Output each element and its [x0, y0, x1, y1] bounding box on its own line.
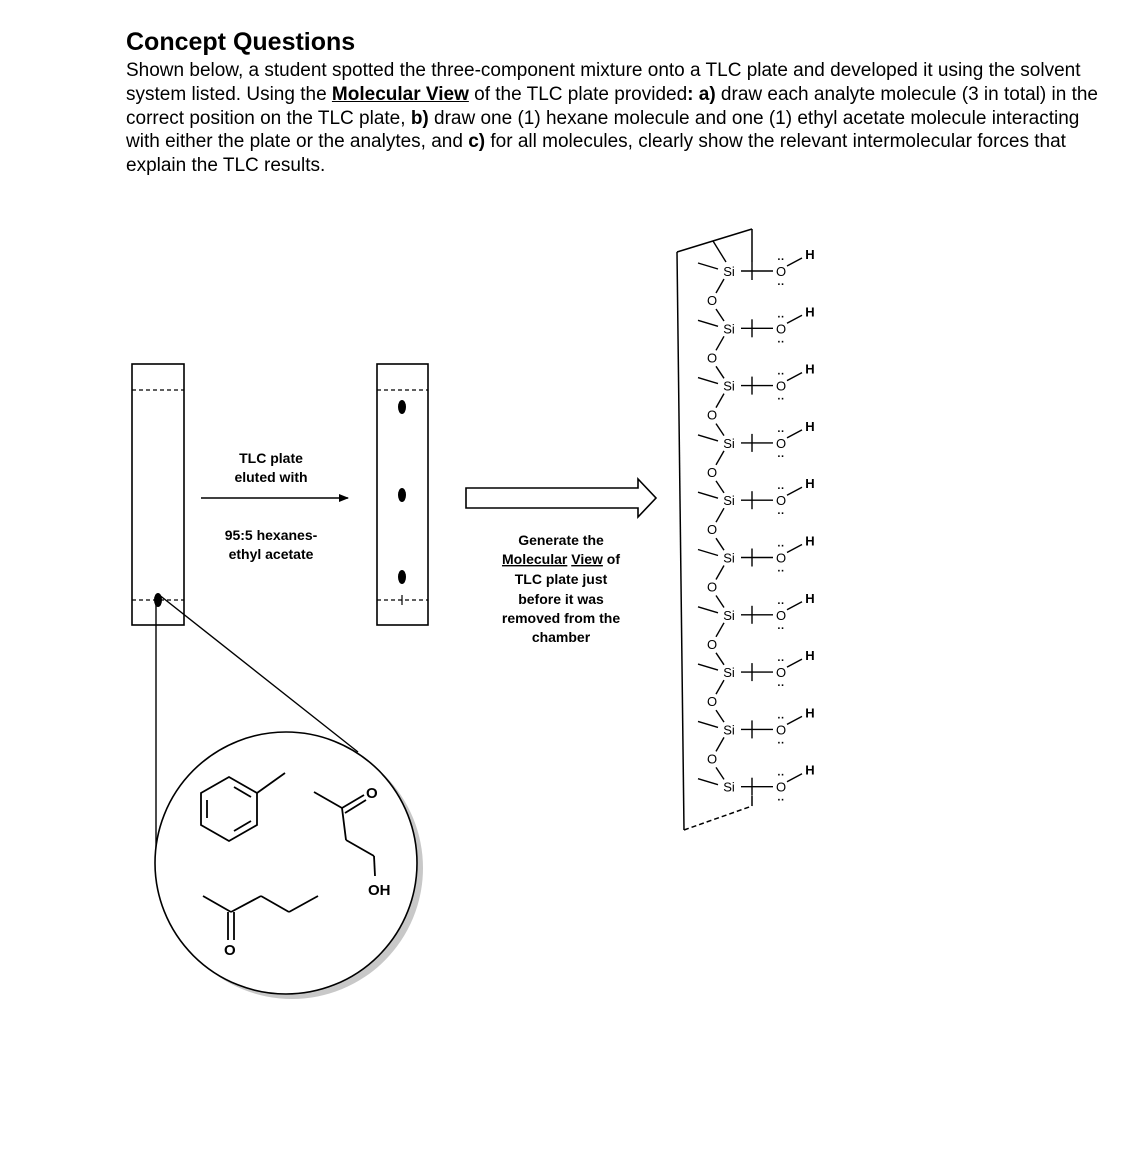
instructions-intro: Shown below, a student spotted the three-component mixture onto a TLC plate and developed it using the solvent system listed. Using the — [126, 60, 1081, 105]
silicon-atom: Si — [723, 550, 735, 566]
lone-pair-bottom: ·· — [777, 680, 785, 693]
lone-pair-bottom: ·· — [777, 565, 785, 578]
o-si-bridge-bond — [716, 538, 724, 550]
hydrogen-atom: H — [805, 533, 815, 549]
si-o-bridge-bond — [716, 623, 724, 637]
mixture-spot — [154, 593, 162, 607]
o-si-bridge-bond — [716, 596, 724, 608]
silicon-atom: Si — [723, 435, 735, 451]
lone-pair-top: ·· — [777, 483, 785, 496]
zoom-callout — [155, 594, 423, 999]
lone-pair-top: ·· — [777, 311, 785, 324]
hydroxyl-oxygen: O — [775, 665, 787, 681]
si-stub-bond — [698, 550, 718, 556]
lone-pair-bottom: ·· — [777, 336, 785, 349]
solvent-label-line2: ethyl acetate — [228, 546, 314, 562]
o-si-bridge-bond — [716, 710, 724, 722]
lone-pair-bottom: ·· — [777, 794, 785, 807]
part-a-label: : a) — [687, 83, 716, 105]
silicon-atom: Si — [723, 607, 735, 623]
si-o-bridge-bond — [716, 336, 724, 350]
molecular-view-term: Molecular View — [331, 83, 469, 105]
o-si-bridge-bond — [716, 309, 724, 321]
lone-pair-bottom: ·· — [777, 393, 785, 406]
silicon-atom: Si — [723, 378, 735, 394]
hydroxyl-oxygen: O — [775, 722, 787, 738]
generate-line5: removed from the — [501, 610, 621, 626]
silica-surface — [698, 241, 815, 807]
o-h-bond — [787, 258, 802, 266]
generate-molecular: Molecular — [501, 551, 568, 567]
instructions-part-a: draw each analyte molecule (3 in total) in the correct position on the TLC plate, — [126, 83, 1098, 129]
spot-high — [398, 400, 406, 414]
si-o-bridge-bond — [716, 279, 724, 293]
lone-pair-bottom: ·· — [777, 450, 785, 463]
arrow-label-line2: eluted with — [234, 469, 308, 485]
o-h-bond — [787, 774, 802, 782]
silicon-atom: Si — [723, 779, 735, 795]
si-stub-bond — [698, 664, 718, 670]
hydroxyl-oxygen: O — [775, 779, 787, 795]
si-o-bridge-bond — [716, 451, 724, 465]
hydrogen-atom: H — [805, 418, 815, 434]
lone-pair-bottom: ·· — [777, 508, 785, 521]
o-si-bridge-bond — [716, 366, 724, 378]
instructions-part-a-intro: of the TLC plate provided — [468, 83, 688, 105]
spot-low — [398, 570, 406, 584]
generate-line6: chamber — [531, 629, 591, 645]
generate-line1: Generate the — [518, 532, 604, 548]
hydroxyl-oxygen: O — [775, 264, 787, 279]
hydrogen-atom: H — [805, 762, 815, 778]
o-h-bond — [787, 315, 802, 323]
bridging-oxygen: O — [706, 751, 718, 767]
lone-pair-top: ·· — [777, 655, 785, 668]
hydrogen-atom: H — [805, 247, 815, 262]
o-si-bridge-bond — [716, 481, 724, 493]
bridging-oxygen: O — [706, 522, 718, 538]
generate-label — [502, 532, 620, 645]
silicon-atom: Si — [723, 321, 735, 337]
silicon-atom: Si — [723, 722, 735, 738]
tlc-plate-before — [132, 364, 184, 625]
hydrogen-atom: H — [805, 648, 815, 664]
o-h-bond — [787, 545, 802, 553]
generate-line4: before it was — [518, 591, 604, 607]
bridging-oxygen: O — [706, 407, 718, 423]
bridging-oxygen: O — [706, 579, 718, 595]
lone-pair-top: ·· — [777, 712, 785, 725]
lone-pair-top: ·· — [777, 597, 785, 610]
part-b-label: b) — [410, 107, 429, 129]
hydroxyl-oxygen: O — [775, 378, 787, 394]
o-h-bond — [787, 659, 802, 667]
si-o-bridge-bond — [716, 394, 724, 408]
silicon-atom: Si — [723, 264, 735, 279]
bridging-oxygen: O — [706, 293, 718, 308]
arrow-label-line1: TLC plate — [239, 450, 303, 466]
generate-of: of — [606, 551, 621, 567]
o-h-bond — [787, 602, 802, 610]
si-stub-bond — [698, 779, 718, 785]
si-stub-bond — [698, 320, 718, 326]
spot-middle — [398, 488, 406, 502]
lone-pair-bottom: ·· — [777, 279, 785, 291]
instructions-part-b: draw one (1) hexane molecule and one (1) ethyl acetate molecule interacting with either the plate or the analytes, and — [126, 107, 1080, 153]
lone-pair-top: ·· — [777, 769, 785, 782]
ketone-oxygen-label: O — [224, 942, 236, 959]
si-o-bridge-bond — [716, 737, 724, 751]
generate-view: View — [571, 551, 603, 567]
o-h-bond — [787, 430, 802, 438]
silicon-atom: Si — [723, 493, 735, 509]
hydrogen-atom: H — [805, 476, 815, 492]
carbonyl-oxygen-label: O — [366, 785, 378, 802]
part-c-label: c) — [468, 131, 486, 153]
hydroxyl-oxygen: O — [775, 550, 787, 566]
lone-pair-bottom: ·· — [777, 737, 785, 750]
o-si-bridge-bond — [716, 767, 724, 779]
bridging-oxygen: O — [706, 350, 718, 366]
hydrogen-atom: H — [805, 705, 815, 721]
generate-line2 — [502, 551, 620, 567]
page-title: Concept Questions — [126, 28, 356, 56]
si-stub-bond — [698, 435, 718, 441]
o-si-bridge-bond — [716, 424, 724, 436]
si-stub-bond — [698, 263, 718, 269]
hydroxyl-oxygen: O — [775, 321, 787, 337]
o-h-bond — [787, 373, 802, 381]
o-h-bond — [787, 487, 802, 495]
si-o-bridge-bond — [716, 680, 724, 694]
instructions-part-c: for all molecules, clearly show the relevant intermolecular forces that explain the TLC results. — [126, 131, 1066, 177]
hydroxyl-oxygen: O — [775, 493, 787, 509]
si-stub-bond — [698, 378, 718, 384]
hydroxyl-label: OH — [368, 882, 391, 899]
si-o-bridge-bond — [716, 508, 724, 522]
generate-line3: TLC plate just — [514, 571, 608, 587]
si-o-bridge-bond — [716, 566, 724, 580]
generate-arrow — [466, 479, 656, 517]
hydroxyl-oxygen: O — [775, 435, 787, 451]
si-stub-bond — [698, 721, 718, 727]
bridging-oxygen: O — [706, 694, 718, 710]
si-top-bond — [713, 241, 726, 262]
silicon-atom: Si — [723, 665, 735, 681]
lone-pair-top: ·· — [777, 254, 785, 266]
hydroxyl-oxygen: O — [775, 607, 787, 623]
lone-pair-bottom: ·· — [777, 622, 785, 635]
o-h-bond — [787, 716, 802, 724]
bridging-oxygen: O — [706, 636, 718, 652]
lone-pair-top: ·· — [777, 368, 785, 381]
lone-pair-top: ·· — [777, 540, 785, 553]
si-stub-bond — [698, 607, 718, 613]
tlc-plate-developed — [377, 364, 428, 625]
hydrogen-atom: H — [805, 304, 815, 320]
hydrogen-atom: H — [805, 590, 815, 606]
si-stub-bond — [698, 492, 718, 498]
o-si-bridge-bond — [716, 653, 724, 665]
lone-pair-top: ·· — [777, 425, 785, 438]
bridging-oxygen: O — [706, 464, 718, 480]
hydrogen-atom: H — [805, 361, 815, 377]
solvent-label-line1: 95:5 hexanes- — [224, 527, 318, 543]
